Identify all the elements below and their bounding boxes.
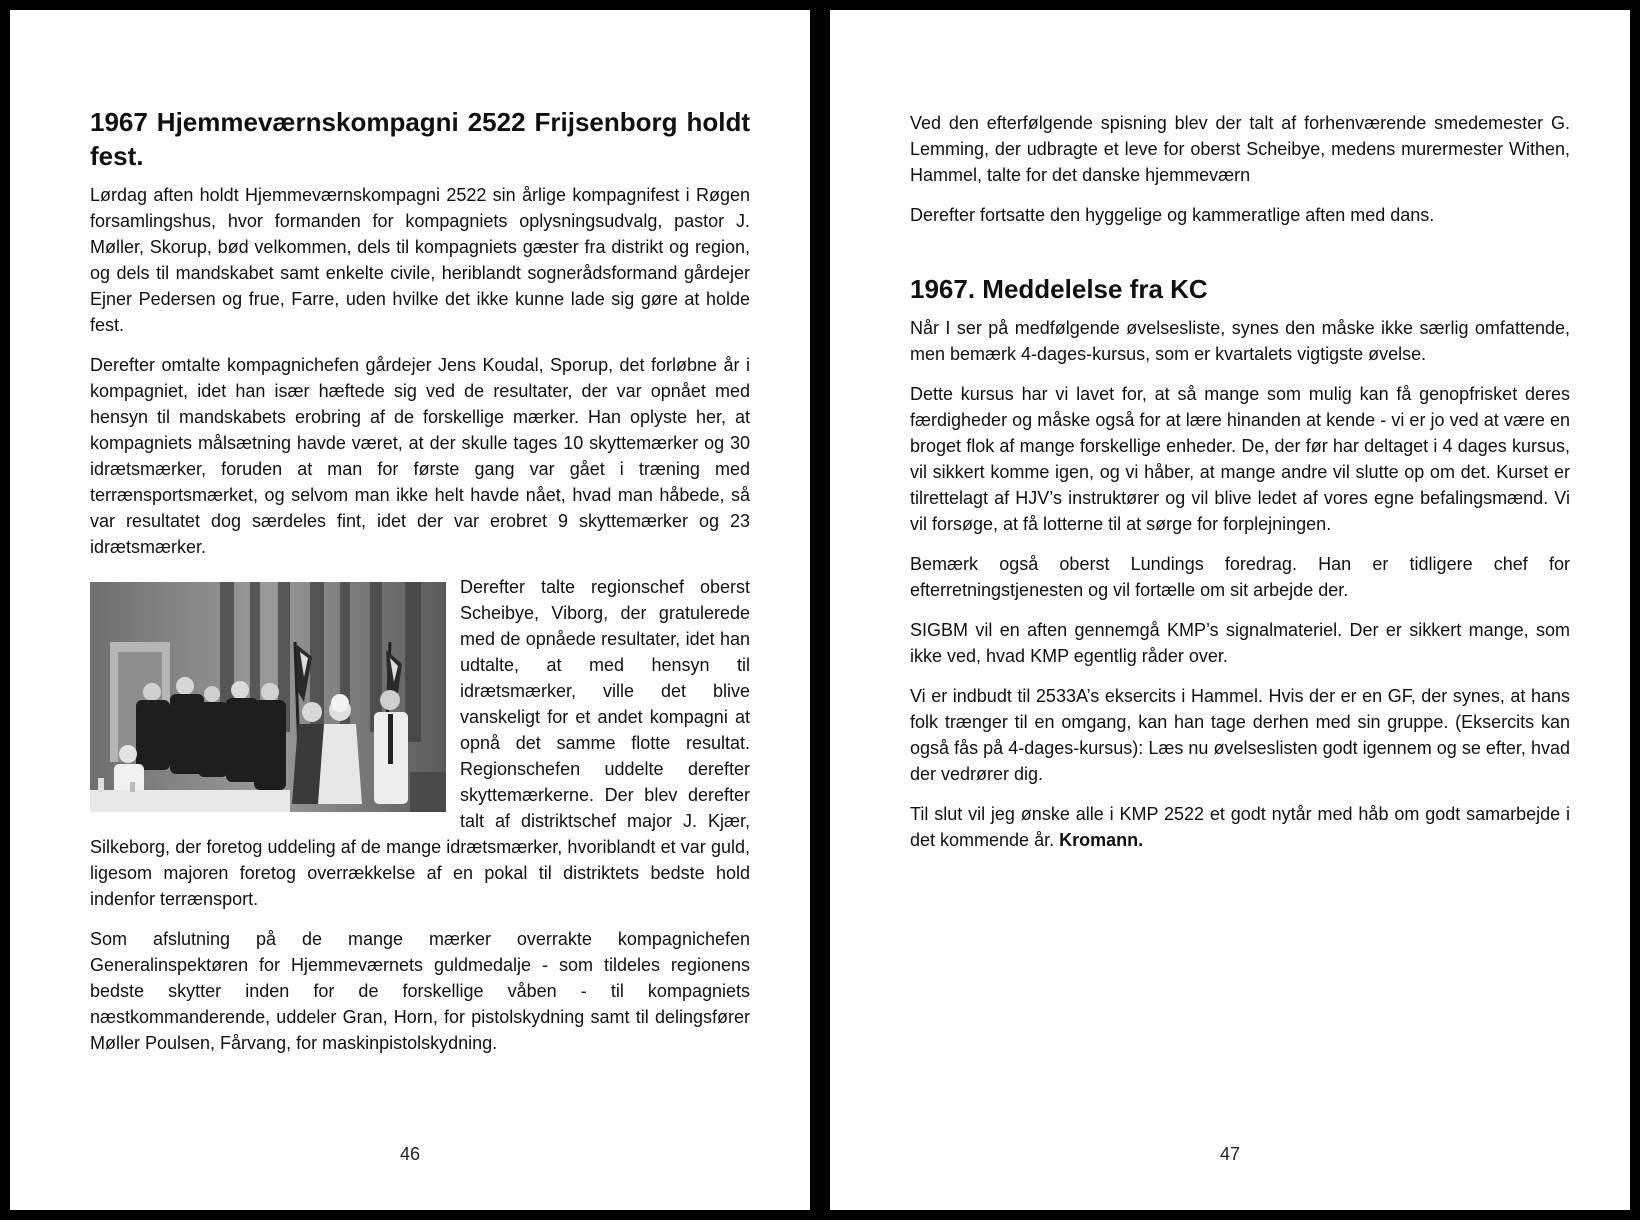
page-number: 47: [1219, 1144, 1241, 1164]
paragraph: Derefter talte regionschef oberst Scheibye, Viborg, der gratulerede med de opnåede resultater, idet han udtalte, at med hensyn til idrætsmærker, ville det blive vanskeligt for et andet kompagni at opnå det samme flotte resultat. Regionschefen uddelte derefter skyttemærkerne. Der blev derefter talt af distriktschef major J. Kjær, Silkeborg, der foretog uddeling af de mange idrætsmærker, hvoriblandt et var guld, ligesom majoren foretog overrækkelse af en pokal til distriktets bedste hold indenfor terrænsport.: [90, 577, 750, 909]
right-page-content: [910, 110, 1570, 867]
paragraph: Vi er indbudt til 2533A’s eksercits i Hammel. Hvis der er en GF, der synes, at hans folk trænger til en omgang, kan han tage derhen med sin gruppe. (Eksercits kan også fås på 4-dages-kursus): Læs nu øvelseslisten godt igennem og se efter, hvad der vedrører dig.: [910, 686, 1570, 784]
paragraph: SIGBM vil en aften gennemgå KMP’s signalmateriel. Der er sikkert mange, som ikke ved, hvad KMP egentlig råder over.: [910, 620, 1570, 666]
paragraph: Lørdag aften holdt Hjemmeværnskompagni 2522 sin årlige kompagnifest i Røgen forsamlingshus, hvor formanden for kompagniets oplysningsudvalg, pastor J. Møller, Skorup, bød velkommen, dels til kompagniets gæster fra distrikt og region, og dels til mandskabet samt enkelte civile, heriblandt sognerådsformand gårdejer Ejner Pedersen og frue, Farre, uden hvilke det ikke kunne lade sig gøre at holde fest.: [90, 185, 750, 335]
paragraph: Som afslutning på de mange mærker overrakte kompagnichefen Generalinspektøren for Hjemmeværnets guldmedalje - som tildeles regionens bedste skytter inden for de forskellige våben - til kompagniets næstkommanderende, uddeler Gran, Horn, for pistolskydning samt til delingsfører Møller Poulsen, Fårvang, for maskinpistolskydning.: [90, 929, 750, 1053]
section-spacer: [910, 242, 1570, 272]
left-page-content: [90, 105, 750, 1070]
paragraph: Bemærk også oberst Lundings foredrag. Han er tidligere chef for efterretningstjenesten og vil fortælle om sit arbejde der.: [910, 554, 1570, 600]
paragraph: Når I ser på medfølgende øvelsesliste, synes den måske ikke særlig omfattende, men bemærk 4-dages-kursus, som er kvartalets vigtigste øvelse.: [910, 318, 1570, 364]
closing-paragraph: [910, 801, 1570, 853]
article-heading: 1967 Hjemmeværnskompagni 2522 Frijsenborg holdt fest.: [90, 107, 750, 171]
paragraph: Dette kursus har vi lavet for, at så mange som mulig kan få genopfrisket deres færdigheder og måske også for at lære hinanden at kende - vi er jo ved at være en broget flok af mange forskellige enheder. De, der før har deltaget i 4 dages kursus, vil sikkert komme igen, og vi håber, at mange andre vil slutte op om det. Kurset er tilrettelagt af HJV’s instruktører og vil blive ledet af vores egne befalingsmænd. Vi vil forsøge, at få lotterne til at sørge for forplejningen.: [910, 384, 1570, 534]
event-photo: [90, 582, 446, 812]
paragraph: Derefter omtalte kompagnichefen gårdejer Jens Koudal, Sporup, det forløbne år i kompagniet, idet han især hæftede sig ved de resultater, der var opnået med hensyn til mandskabets erobring af de forskellige mærker. Han oplyste her, at kompagniets målsætning havde været, at der skulle tages 10 skyttemærker og 30 idrætsmærker, foruden at man for første gang var gået i træning med terrænsportsmærket, og selvom man ikke helt havde nået, hvad man håbede, så var resultatet dog særdeles fint, idet der var erobret 9 skyttemærker og 23 idrætsmærker.: [90, 355, 750, 557]
signature: Kromann.: [1059, 830, 1144, 850]
right-page: [830, 10, 1630, 1210]
page-number: 46: [399, 1144, 421, 1164]
paragraph: Ved den efterfølgende spisning blev der talt af forhenværende smedemester G. Lemming, der udbragte et leve for oberst Scheibye, medens murermester Withen, Hammel, talte for det danske hjemmeværn: [910, 113, 1570, 185]
paragraph: Derefter fortsatte den hyggelige og kammeratlige aften med dans.: [910, 205, 1435, 225]
section-heading: 1967. Meddelelse fra KC: [910, 274, 1208, 304]
left-page: [10, 10, 810, 1210]
closing-text: Til slut vil jeg ønske alle i KMP 2522 et godt nytår med håb om godt samarbejde i det kommende år.: [910, 804, 1570, 850]
